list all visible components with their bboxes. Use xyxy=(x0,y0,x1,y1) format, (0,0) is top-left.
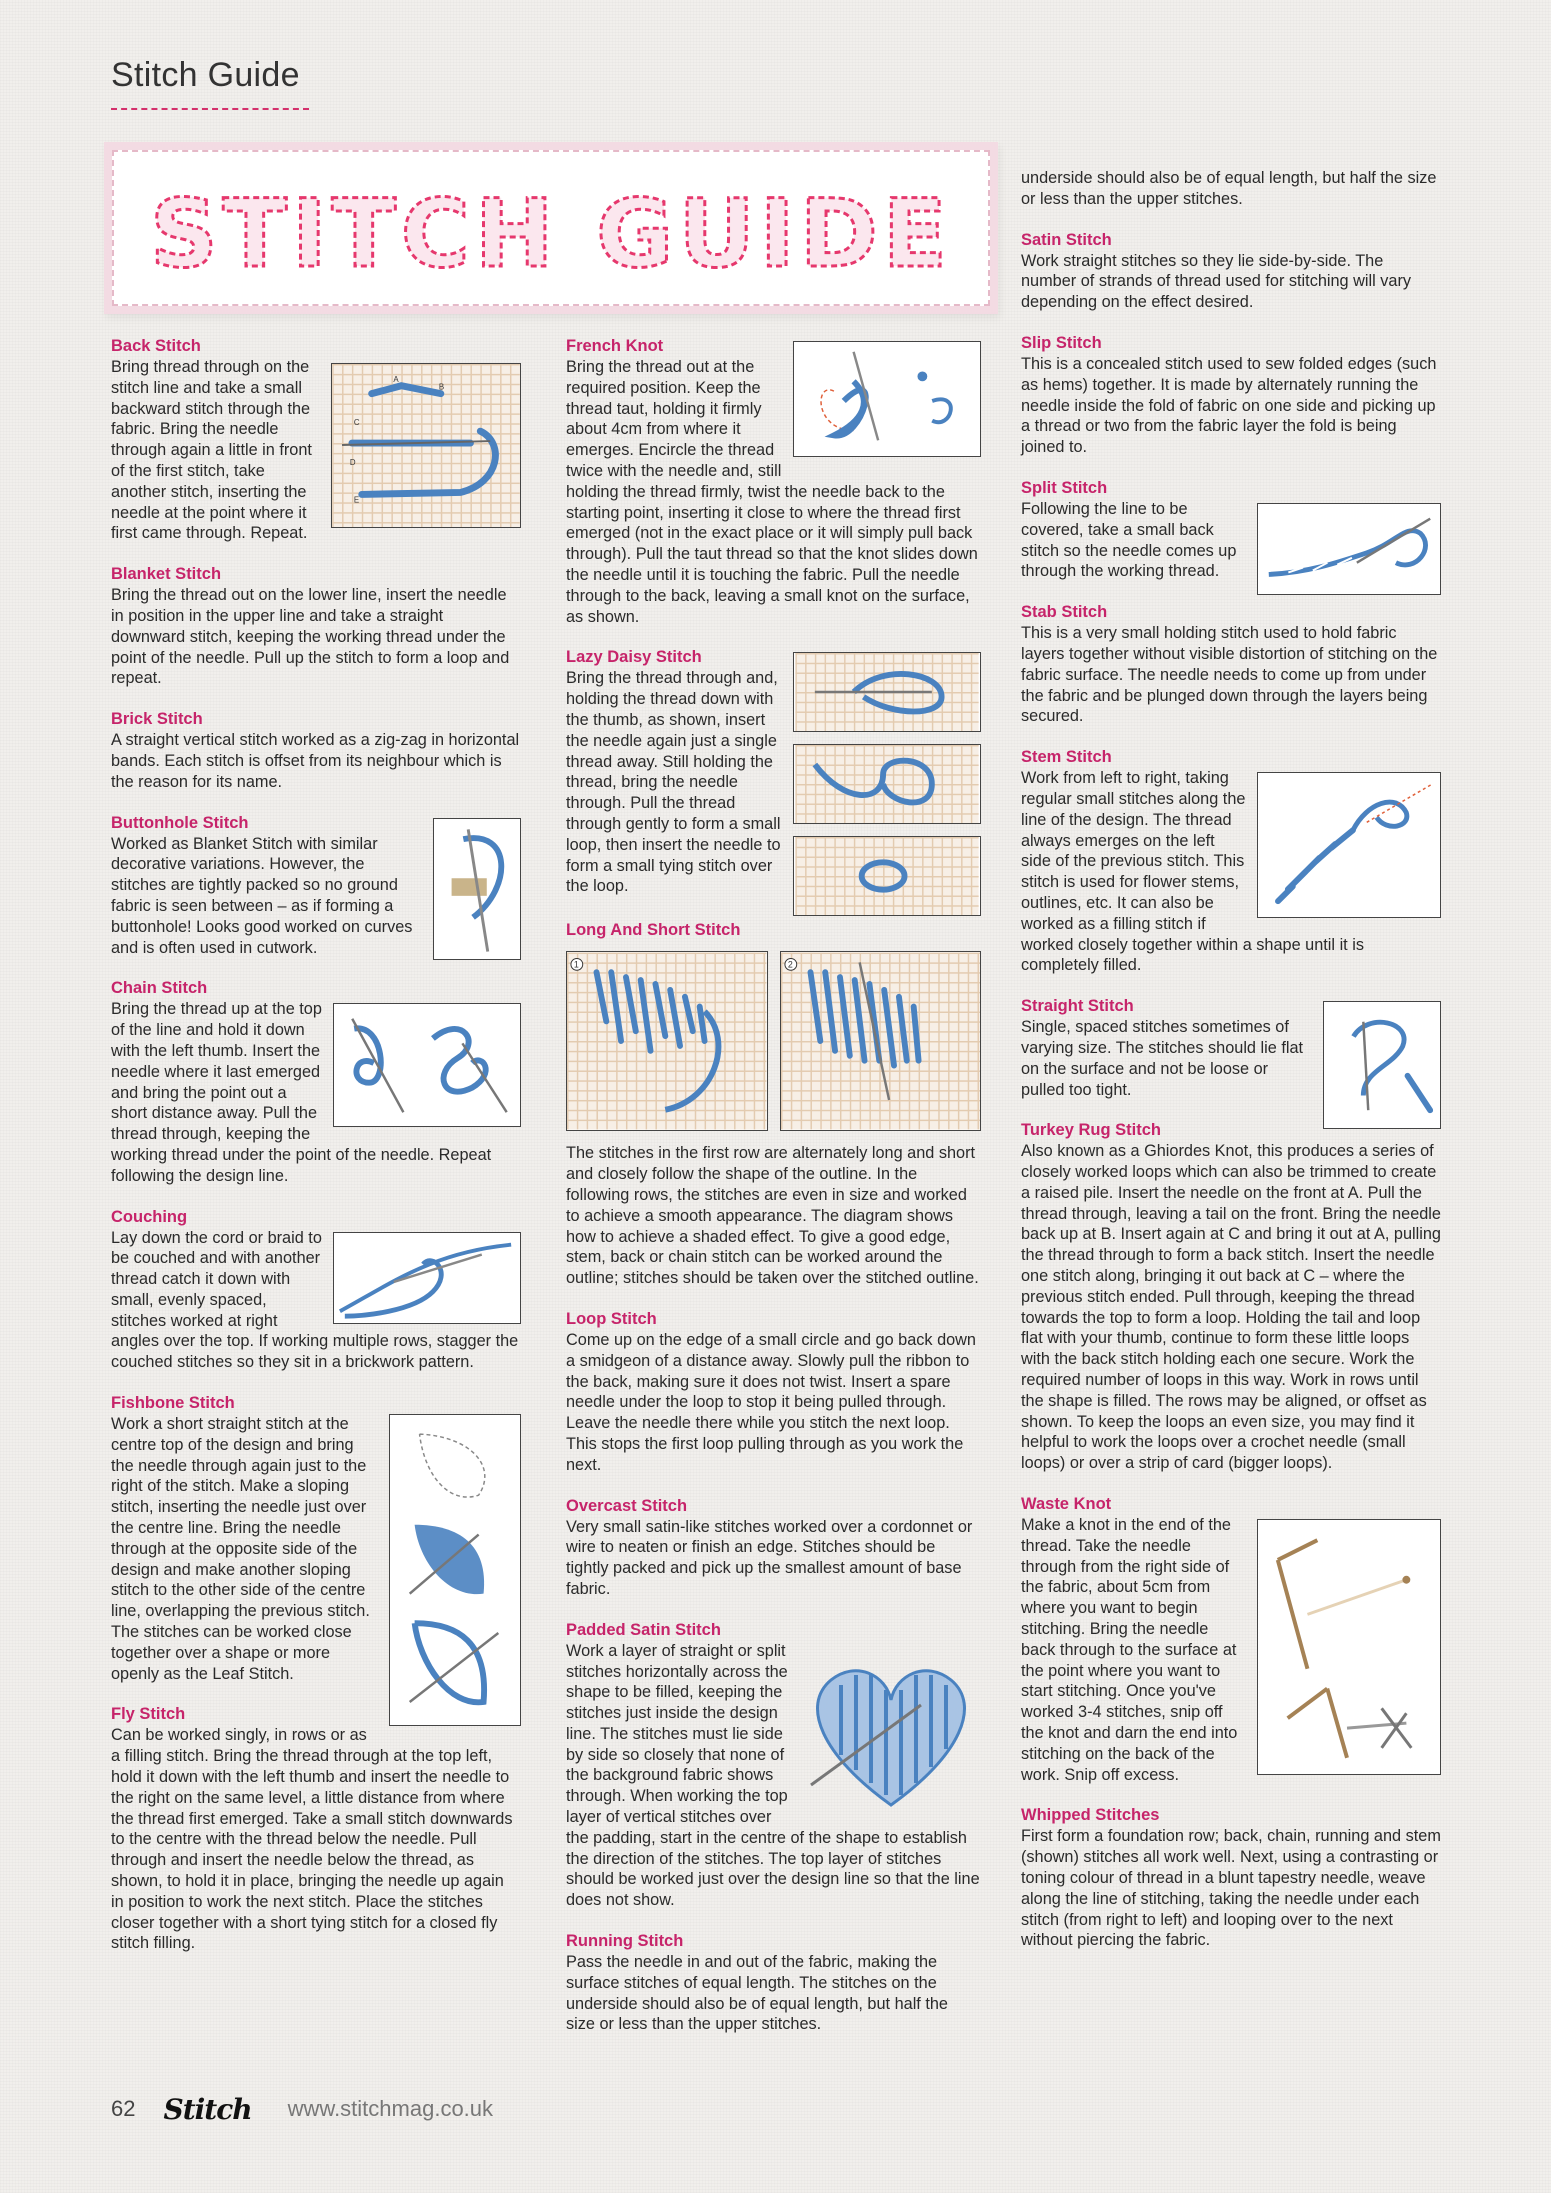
entry-waste-knot xyxy=(1021,1494,1441,1785)
entry-overcast-stitch xyxy=(566,1496,981,1600)
entry-body: Also known as a Ghiordes Knot, this produces a series of closely worked loops which can also be trimmed to create a raised pile. Insert the needle on the front at A. Pull the thread through, leaving a tail on the front. Bring the needle back up at B. Insert again at C and bring it out at A, pulling the thread through to form a back stitch. Insert the needle one stitch along, bringing it out back at C – where the previous stitch ended. Pull through, keeping the thread towards the top to form a loop. Holding the tail and loop flat with your thumb, continue to form these little loops with the back stitch holding each one secure. Work the required number of loops in this way. Work in rows until the shape is filled. The rows may be aligned, or offset as shown. To keep the loops an even size, you may find it helpful to work the loops over a crochet needle (small loops) or over a strip of card (bigger loops). xyxy=(1021,1142,1441,1473)
entry-body-continued: underside should also be of equal length, but half the size or less than the upper stitches. xyxy=(1021,169,1437,208)
svg-text:B: B xyxy=(438,382,445,392)
entry-body: First form a foundation row; back, chain, running and stem (shown) stitches all work well. Next, using a contrasting or toning colour of thread in a blunt tapestry needle, weave along the line of stitching, taking the needle under each stitch (from right to left) and looping over to the next without piercing the fabric. xyxy=(1021,1827,1441,1950)
entry-title: Padded Satin Stitch xyxy=(566,1620,721,1639)
entry-title: Couching xyxy=(111,1207,188,1226)
entry-title: Stab Stitch xyxy=(1021,603,1108,622)
entry-chain-stitch xyxy=(111,978,521,1186)
svg-text:2: 2 xyxy=(787,959,793,970)
entry-title: Back Stitch xyxy=(111,337,201,355)
entry-body: Single, spaced stitches sometimes of varying size. The stitches should lie flat on the surface and not be loose or pulled too tight. xyxy=(1021,1018,1304,1099)
entry-fishbone-stitch xyxy=(111,1393,521,1684)
entry-lazy-daisy-stitch xyxy=(566,647,981,897)
column-3 xyxy=(1021,168,1441,1971)
entry-body: Very small satin-like stitches worked over a cordonnet or wire to neaten or finish an edge. Stitches should be tightly packed and pick up the smallest amount of base fabric. xyxy=(566,1517,973,1598)
entry-whipped-stitches xyxy=(1021,1805,1441,1951)
entry-title: Running Stitch xyxy=(566,1932,684,1951)
entry-stem-stitch xyxy=(1021,747,1441,976)
entry-title: Waste Knot xyxy=(1021,1495,1112,1514)
entry-body: Worked as Blanket Stitch with similar decorative variations. However, the stitches are tightly packed so no ground fabric is seen between – as if forming a buttonhole! Looks good worked on curves and is often used in cutwork. xyxy=(111,834,413,957)
column-1 xyxy=(111,336,521,1974)
column-2 xyxy=(566,336,981,2055)
svg-text:D: D xyxy=(349,457,356,467)
section-underline xyxy=(111,108,309,110)
entry-couching xyxy=(111,1207,521,1374)
entry-french-knot xyxy=(566,336,981,627)
entry-back-stitch xyxy=(111,336,521,544)
entry-turkey-rug-stitch xyxy=(1021,1120,1441,1474)
entry-body: This is a very small holding stitch used to hold fabric layers together without visible distortion of stitching on the fabric surface. The needle needs to come up from under the fabric and be plunged down through the layers being secured. xyxy=(1021,624,1438,726)
entry-title: Fly Stitch xyxy=(111,1705,186,1724)
entry-body: The stitches in the first row are alternately long and short and closely follow the shape of the outline. In the following rows, the stitches are even in size and worked to achieve a smooth appearance. The diagram shows how to achieve a shaded effect. To give a good edge, stem, back or chain stitch can be worked around the outline; stitches should be taken over the stitched outline. xyxy=(566,1144,979,1288)
padded-satin-diagram xyxy=(801,1645,981,1813)
entry-title: Chain Stitch xyxy=(111,979,208,998)
long-short-diagram-2 xyxy=(780,951,982,1131)
svg-text:C: C xyxy=(353,418,360,428)
chain-stitch-diagram xyxy=(333,1003,521,1127)
entry-title: Satin Stitch xyxy=(1021,230,1112,249)
back-stitch-diagram xyxy=(331,363,521,528)
entry-body: Can be worked singly, in rows or as a filling stitch. Bring the thread through at the top left, hold it down with the left thumb and insert the needle to the right on the same level, a little distance from where the thread first emerged. Take a small stitch downwards to the centre with the thread below the needle. Pull through and insert the needle below the thread, as shown, to hold it in place, bringing the needle up again in position to work the next stitch. Place the stitches closer together with a short tying stitch for a closed fly stitch filling. xyxy=(111,1726,513,1953)
entry-body: Bring the thread through and, holding the thread down with the thumb, as shown, insert the needle again just a single thread away. Still holding the thread, bring the needle through. Pull the thread through gently to form a small loop, then insert the needle to form a small tying stitch over the loop. xyxy=(566,669,781,896)
entry-title: Blanket Stitch xyxy=(111,565,222,584)
entry-body: Lay down the cord or braid to be couched and with another thread catch it down with small, evenly spaced, stitches worked at right angles over the top. If working multiple rows, stagger the couched stitches so they sit in a brickwork pattern. xyxy=(111,1228,519,1372)
title-banner xyxy=(112,150,990,306)
lazy-daisy-diagram-2 xyxy=(793,744,981,824)
entry-title: Overcast Stitch xyxy=(566,1496,688,1515)
entry-body: Work a short straight stitch at the centre top of the design and bring the needle through again just to the right of the stitch. Make a sloping stitch, inserting the needle just over the centre line. Bring the needle through at the opposite side of the design and make another sloping stitch to the other side of the centre line, overlapping the previous stitch. The stitches can be worked close together over a shape or more openly as the Leaf Stitch. xyxy=(111,1415,370,1683)
entry-title: Whipped Stitches xyxy=(1021,1806,1160,1825)
banner-title-art xyxy=(114,152,988,304)
lazy-daisy-diagram-group xyxy=(793,652,981,916)
entry-body: Following the line to be covered, take a small back stitch so the needle comes up through the working thread. xyxy=(1021,499,1237,581)
entry-body: Work from left to right, taking regular small stitches along the line of the design. The thread always emerges on the left side of the previous stitch. This stitch is used for flower stems, outlines, etc. It can also be worked as a filling stitch if worked closely together within a shape until it is completely filled. xyxy=(1021,769,1364,975)
entry-stab-stitch xyxy=(1021,602,1441,727)
entry-title: Turkey Rug Stitch xyxy=(1021,1121,1161,1140)
entry-body: Bring thread through on the stitch line and take a small backward stitch through the fabric. Bring the needle through again a little in front of the first stitch, take another stitch, inserting the needle at the point where it first came through. Repeat. xyxy=(111,358,312,543)
entry-body: Make a knot in the end of the thread. Take the needle through from the right side of the fabric, about 5cm from where you want to begin stitching. Bring the needle back through to the surface at the point where you want to start stitching. Once you've worked 3-4 stitches, snip off the knot and darn the end into stitching on the back of the work. Snip off excess. xyxy=(1021,1516,1238,1784)
entry-running-stitch xyxy=(566,1931,981,2035)
entry-buttonhole-stitch xyxy=(111,813,521,959)
entry-title: Split Stitch xyxy=(1021,478,1108,497)
entry-body: This is a concealed stitch used to sew folded edges (such as hems) together. It is made by alternately running the needle inside the fold of fabric on one side and picking up a thread or two from the fabric layer the fold is being joined to. xyxy=(1021,354,1437,457)
entry-fly-stitch xyxy=(111,1704,521,1954)
entry-title: Brick Stitch xyxy=(111,710,203,729)
website-url: www.stitchmag.co.uk xyxy=(287,2096,494,2121)
entry-loop-stitch xyxy=(566,1309,981,1476)
lazy-daisy-diagram-1 xyxy=(793,652,981,732)
entry-title: Buttonhole Stitch xyxy=(111,813,249,832)
entry-body: Bring the thread up at the top of the line and hold it down with the left thumb. Insert the needle where it last emerged and bring the point out a short distance away. Pull the thread through, keeping the working thread under the point of the needle. Repeat following the design line. xyxy=(111,1000,492,1185)
entry-running-stitch-continued xyxy=(1021,168,1441,210)
entry-title: Straight Stitch xyxy=(1021,997,1134,1016)
svg-text:E: E xyxy=(353,495,360,505)
entry-body: Work a layer of straight or split stitches horizontally across the shape to be filled, keeping the stitches just inside the design line. The stitches must lie side by side so closely that none of the background fabric shows through. When working the top layer of vertical stitches over the padding, start in the centre of the shape to establish the direction of the stitches. The top layer of stitches should be worked just over the design line so that the line does not show. xyxy=(566,1641,980,1910)
waste-knot-diagram xyxy=(1257,1519,1441,1775)
entry-title: Loop Stitch xyxy=(566,1309,657,1328)
split-stitch-diagram xyxy=(1257,503,1441,595)
entry-satin-stitch xyxy=(1021,230,1441,313)
svg-text:1: 1 xyxy=(573,959,579,970)
entry-blanket-stitch xyxy=(111,564,521,689)
entry-title: French Knot xyxy=(566,337,664,355)
lazy-daisy-diagram-3 xyxy=(793,836,981,916)
entry-slip-stitch xyxy=(1021,333,1441,458)
entry-body: Work straight stitches so they lie side-by-side. The number of strands of thread used for stitching will vary depending on the effect desired. xyxy=(1021,251,1412,312)
fishbone-stitch-diagram xyxy=(389,1414,521,1726)
page-footer xyxy=(111,2089,493,2129)
stem-stitch-diagram xyxy=(1257,772,1441,918)
entry-title: Lazy Daisy Stitch xyxy=(566,648,702,667)
entry-body: Bring the thread out on the lower line, insert the needle in position in the upper line and take a straight downward stitch, keeping the working thread under the point of the needle. Pull up the stitch to form a loop and repeat. xyxy=(111,586,510,688)
banner-title: STITCH GUIDE xyxy=(150,180,952,289)
buttonhole-stitch-diagram xyxy=(433,818,521,960)
entry-body: Pass the needle in and out of the fabric, making the surface stitches of equal length. The stitches on the underside should also be of equal length, but half the size or less than the upper stitches. xyxy=(566,1953,948,2034)
entry-long-and-short-stitch xyxy=(566,920,981,1289)
section-label: Stitch Guide xyxy=(111,56,300,94)
entry-padded-satin-stitch xyxy=(566,1620,981,1911)
straight-stitch-diagram xyxy=(1323,1001,1441,1129)
entry-title: Long And Short Stitch xyxy=(566,921,741,940)
long-short-diagram-group xyxy=(566,951,981,1131)
entry-title: Stem Stitch xyxy=(1021,748,1112,767)
entry-straight-stitch xyxy=(1021,996,1441,1100)
entry-body: A straight vertical stitch worked as a zig-zag in horizontal bands. Each stitch is offset from its neighbour which is the reason for its name. xyxy=(111,731,520,791)
entry-split-stitch xyxy=(1021,478,1441,582)
entry-body: Bring the thread out at the required position. Keep the thread taut, holding it firmly about 4cm from where it emerges. Encircle the thread twice with the needle and, still holding the thread firmly, twist the needle back to the starting point, inserting it close to where the thread first emerged (not in the exact place or it will simply pull back through). Pull the taut thread so that the knot slides down the needle until it is touching the fabric. Pull the needle through to the back, leaving a small knot on the surface, as shown. xyxy=(566,358,978,626)
entry-brick-stitch xyxy=(111,709,521,792)
entry-body: Come up on the edge of a small circle and go back down a smidgeon of a distance away. Slowly pull the ribbon to the back, making sure it does not twist. Insert a spare needle under the loop to stop it being pulled through. Leave the needle there while you stitch the next loop. This stops the first loop pulling through as you work the next. xyxy=(566,1330,976,1474)
long-short-diagram-1 xyxy=(566,951,768,1131)
svg-text:A: A xyxy=(393,374,399,384)
couching-diagram xyxy=(333,1232,521,1324)
entry-title: Slip Stitch xyxy=(1021,333,1102,352)
magazine-logo: Stitch xyxy=(163,2092,252,2126)
entry-title: Fishbone Stitch xyxy=(111,1394,235,1413)
page-number: 62 xyxy=(111,2096,136,2121)
french-knot-diagram xyxy=(793,341,981,457)
